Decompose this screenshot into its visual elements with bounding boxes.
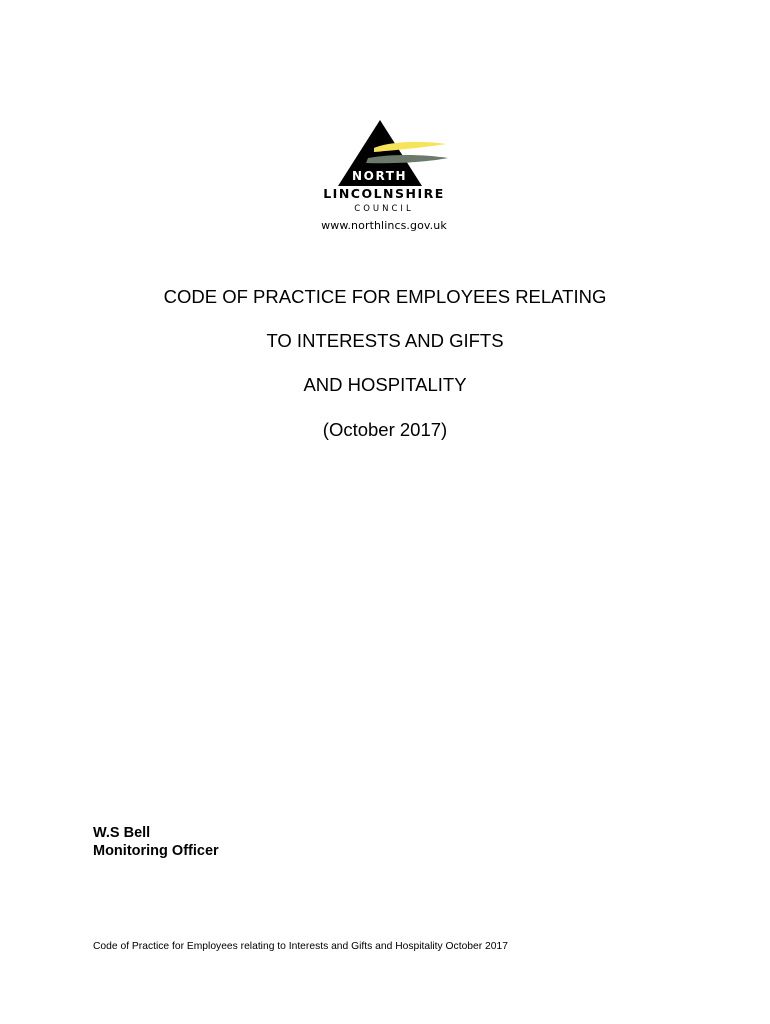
author-role: Monitoring Officer — [93, 843, 219, 859]
document-title-line-1: CODE OF PRACTICE FOR EMPLOYEES RELATING — [163, 286, 607, 307]
logo-url-text: www.northlincs.gov.uk — [321, 219, 447, 232]
document-date: (October 2017) — [322, 419, 448, 440]
logo-council-text: COUNCIL — [354, 204, 414, 214]
logo-north-text: NORTH — [352, 169, 408, 183]
council-logo — [318, 118, 450, 238]
document-title-line-2: TO INTERESTS AND GIFTS — [266, 330, 504, 351]
author-name: W.S Bell — [93, 825, 151, 841]
logo-lincolnshire-text: LINCOLNSHIRE — [323, 186, 445, 201]
document-title-line-3: AND HOSPITALITY — [303, 374, 467, 395]
page-footer: Code of Practice for Employees relating to Interests and Gifts and Hospitality October 2017 — [93, 941, 508, 952]
